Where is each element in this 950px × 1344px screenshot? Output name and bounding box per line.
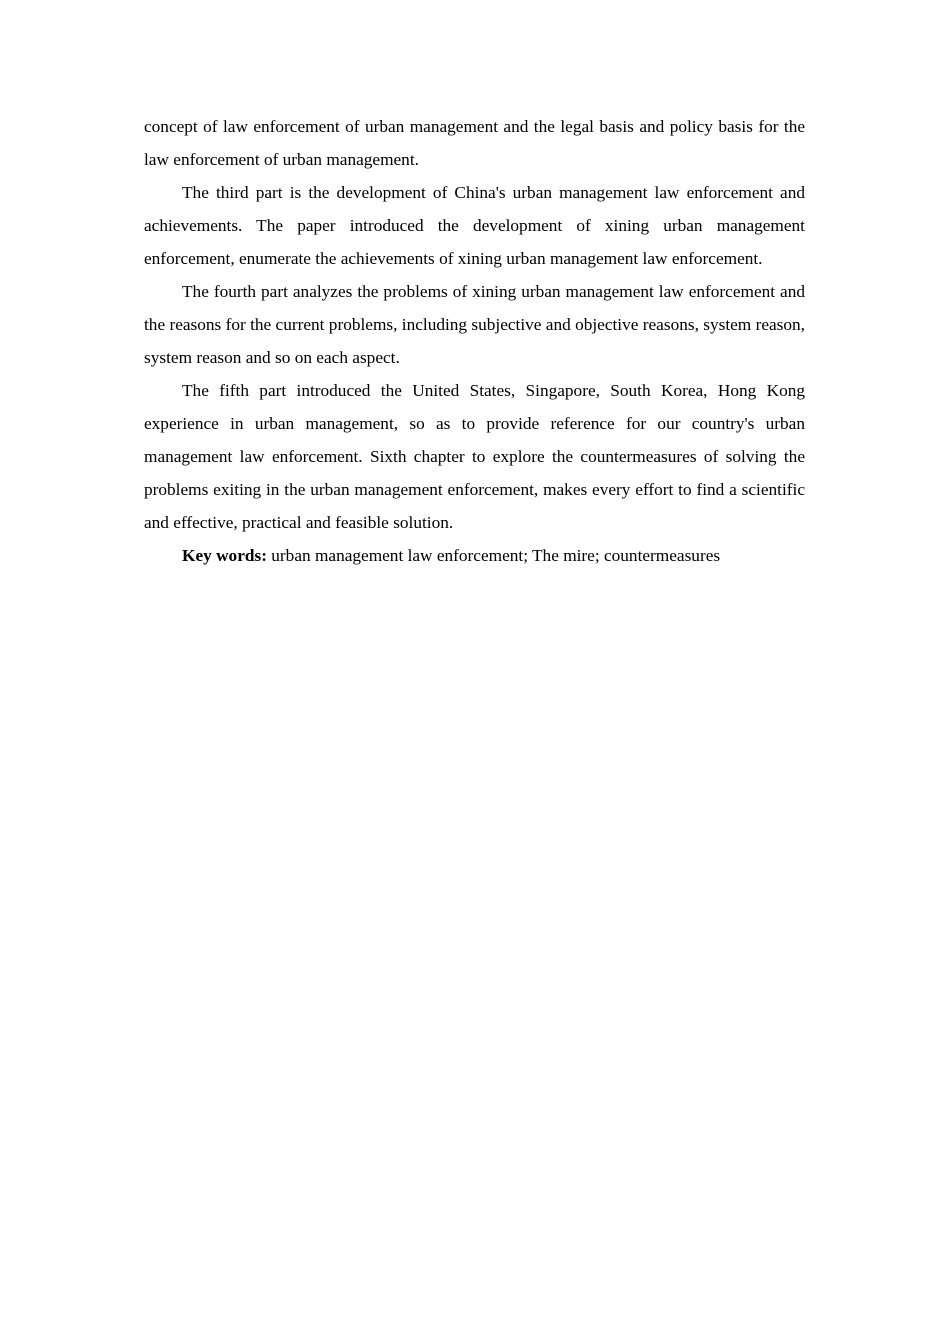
- keywords-text: urban management law enforcement; The mire; countermeasures: [266, 546, 721, 565]
- paragraph-continuation: concept of law enforcement of urban management and the legal basis and policy basis for the law enforcement of urban management.: [144, 117, 805, 169]
- abstract-body: [144, 110, 805, 572]
- paragraph-fifth-part: The fifth part introduced the United States, Singapore, South Korea, Hong Kong experience in urban management, so as to provide reference for our country's urban management law enforcement. Sixth chapter to explore the countermeasures of solving the problems exiting in the urban management enforcement, makes every effort to find a scientific and effective, practical and feasible solution.: [144, 381, 805, 532]
- keywords-line: [144, 539, 805, 572]
- paragraph-fourth-part: The fourth part analyzes the problems of xining urban management law enforcement and the reasons for the current problems, including subjective and objective reasons, system reason, system reason and so on each aspect.: [144, 282, 805, 367]
- paragraph-third-part: The third part is the development of China's urban management law enforcement and achievements. The paper introduced the development of xining urban management enforcement, enumerate the achievements of xining urban management law enforcement.: [144, 183, 805, 268]
- keywords-label: Key words:: [182, 546, 267, 565]
